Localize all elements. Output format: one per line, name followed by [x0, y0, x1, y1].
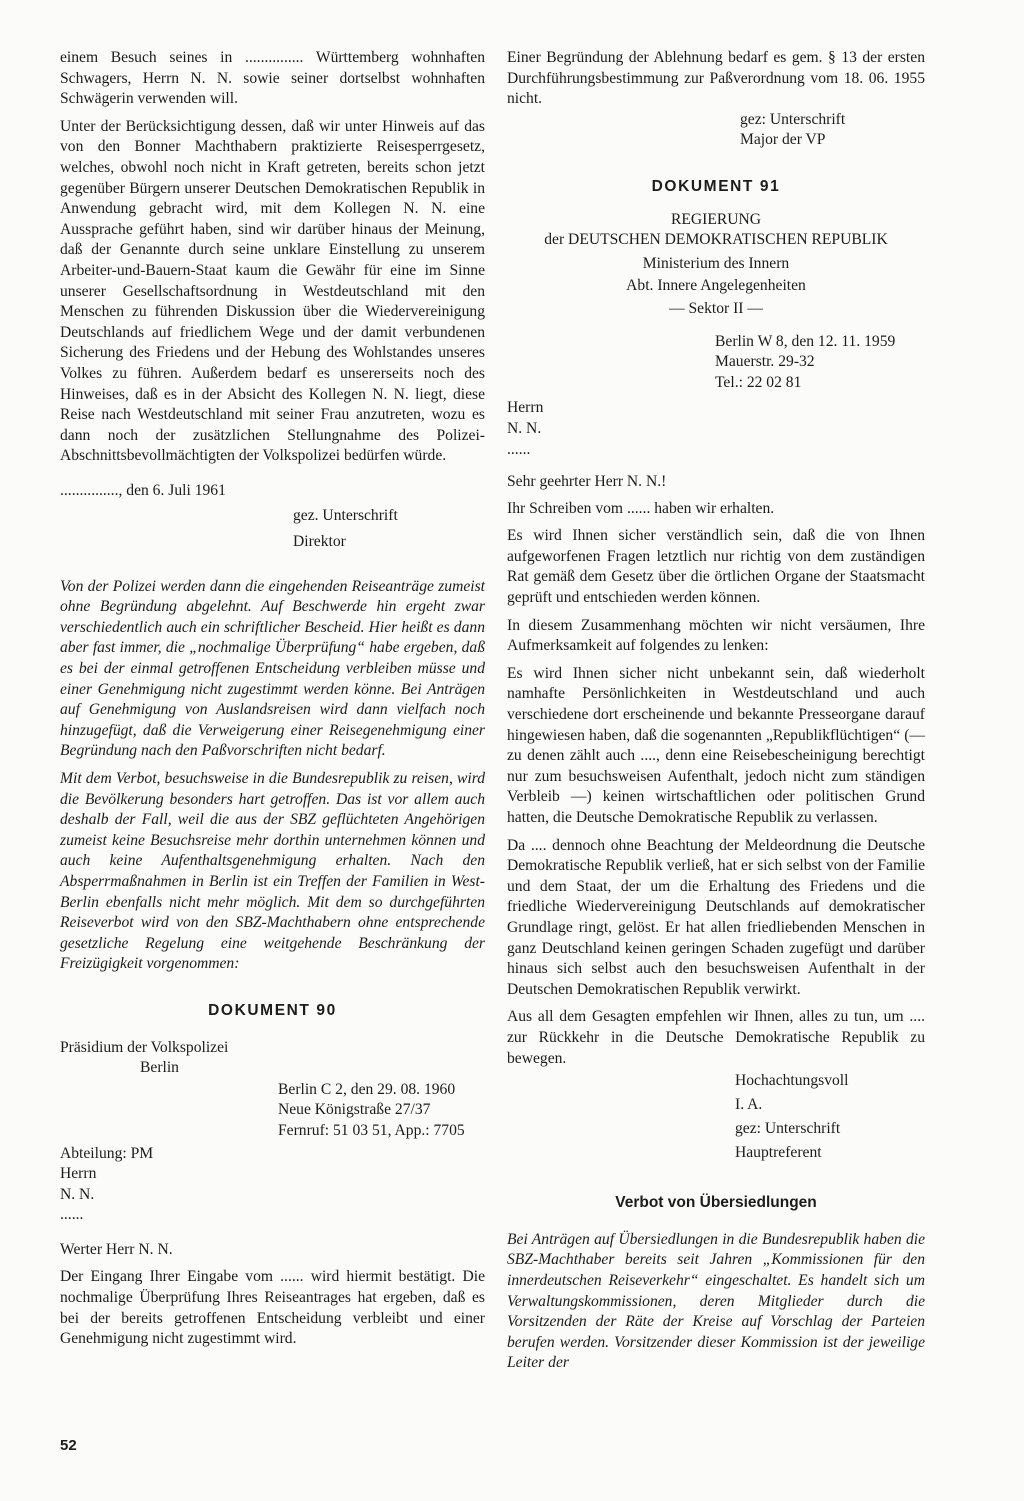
- left-column: [60, 48, 485, 1357]
- right-signature-title: Major der VP: [740, 131, 826, 149]
- doc91-address-line-3: Tel.: 22 02 81: [715, 373, 802, 391]
- doc90-sender-line-2: Berlin: [140, 1059, 179, 1077]
- doc91-dots: ......: [507, 440, 531, 458]
- doc91-herrn: Herrn: [507, 399, 544, 417]
- left-italic-paragraph-2: Mit dem Verbot, besuchsweise in die Bundesrepublik zu reisen, wird die Bevölkerung besonders hart getroffen. Das ist vor allem auch deshalb der Fall, weil die aus der SBZ geflüchteten Angehörigen zumeist keine Besuchsreise mehr dorthin unternehmen können und auch keine Aufenthaltsgenehmigung erhalten. Nach den Absperrmaßnahmen in Berlin ist ein Treffen der Familien in West-Berlin ebenfalls nicht mehr möglich. Mit dem so durchgeführten Reiseverbot wird von den SBZ-Machthabern ohne entsprechende gesetzliche Regelung eine weitgehende Beschränkung der Freizügigkeit vorgenommen:: [60, 770, 485, 973]
- section-heading: Verbot von Übersiedlungen: [615, 1194, 817, 1212]
- doc91-body-2: Es wird Ihnen sicher verständlich sein, daß die von Ihnen aufgeworfenen Fragen letztlich nur richtig von dem zuständigen Rat gemäß dem Gesetz über die örtlichen Organe der Staatsmacht geprüft und entschieden werden können.: [507, 527, 925, 607]
- left-italic-paragraph-1: Von der Polizei werden dann die eingehenden Reiseanträge zumeist ohne Begründung abgelehnt. Auf Beschwerde hin ergeht zwar verschiedentlich auch ein schriftlicher Bescheid. Hier heißt es dann aber fast immer, die „nochmalige Überprüfung“ habe ergeben, daß es bei der einmal getroffenen Entscheidung verbleiben müsse und einer Genehmigung nicht zugestimmt werden könne. Bei Anträgen auf Genehmigung von Auslandsreisen wird dann vielfach noch hinzugefügt, daß die Verweigerung einer Reisegenehmigung einer Begründung nach den Paßvorschriften nicht bedarf.: [60, 577, 485, 760]
- doc91-address: [715, 332, 925, 394]
- doc90-sender-line-1: Präsidium der Volkspolizei: [60, 1038, 229, 1056]
- doc91-salutation: Sehr geehrter Herr N. N.!: [507, 473, 667, 491]
- doc91-body-4: Es wird Ihnen sicher nicht unbekannt sein, daß wiederholt namhafte Persönlichkeiten in Westdeutschland und auch verschiedene dort erscheinende und bekannte Presseorgane darauf hingewiesen haben, daß die sogenannten „Republikflüchtigen“ (— zu denen zählt auch ...., denn eine Reisebescheinigung berechtigt nur zum besuchsweisen Aufenthalt, jedoch nicht zum ständigen Verbleib —) keinen wirtschaftlichen oder politischen Grund hatten, die Deutsche Demokratische Republik zu verlassen.: [507, 664, 925, 826]
- left-signature: gez. Unterschrift: [293, 507, 398, 525]
- doc91-letterhead: [507, 210, 925, 320]
- dokument-91-heading: DOKUMENT 91: [651, 177, 781, 195]
- doc91-closing: [735, 1069, 925, 1165]
- doc91-closing-line-2: I. A.: [735, 1096, 763, 1114]
- doc91-body-1: Ihr Schreiben vom ...... haben wir erhalten.: [507, 499, 775, 517]
- doc91-body-6: Aus all dem Gesagten empfehlen wir Ihnen, alles zu tun, um .... zur Rückkehr in die Deutsche Demokratische Republik zu bewegen.: [507, 1008, 925, 1067]
- doc91-address-line-2: Mauerstr. 29-32: [715, 353, 815, 371]
- doc91-closing-line-3: gez: Unterschrift: [735, 1120, 841, 1138]
- doc90-address: [278, 1080, 485, 1142]
- doc90-address-line-2: Neue Königstraße 27/37: [278, 1101, 431, 1119]
- doc90-herrn: Herrn: [60, 1165, 97, 1183]
- left-paragraph-2: Unter der Berücksichtigung dessen, daß wir unter Hinweis auf das von den Bonner Machthabern praktizierte Reisesperrgesetz, welches, obwohl noch nicht in Kraft getreten, bereits schon jetzt gegenüber Bürgern unserer Deutschen Demokratischen Republik in Anwendung gebracht wird, mit dem Kollegen N. N. eine Aussprache geführt haben, sind wir darüber hinaus der Meinung, daß der Genannte durch seine unklare Einstellung zu unserem Arbeiter-und-Bauern-Staat kaum die Gewähr für eine im Sinne unserer Gesellschaftsordnung in Westdeutschland mit den Menschen zu führenden Diskussion über die Wiedervereinigung Deutschlands auf friedlichem Wege und der damit verbundenen Sicherung des Friedens und der Hebung des Wohlstandes unseres Volkes zu führen. Außerdem bedarf es unsererseits noch des Hinweises, daß es in der Absicht des Kollegen N. N. liegt, diese Reise nach Westdeutschland mit seiner Frau anzutreten, wozu es dann noch der zusätzlichen Stellungnahme des Polizei-Abschnittsbevollmächtigten der Volkspolizei bedürfen würde.: [60, 117, 485, 465]
- doc91-letterhead-line-4: Abt. Innere Angelegenheiten: [626, 277, 806, 295]
- doc91-letterhead-line-1: REGIERUNG: [670, 210, 762, 228]
- left-signature-title: Direktor: [293, 533, 346, 551]
- doc91-letterhead-line-5: — Sektor II —: [669, 299, 763, 317]
- doc90-address-line-1: Berlin C 2, den 29. 08. 1960: [278, 1080, 456, 1098]
- left-paragraph-1: einem Besuch seines in ............... Württemberg wohnhaften Schwagers, Herrn N. N. sowie seiner dortselbst wohnhaften Schwägerin verwenden will.: [60, 49, 485, 108]
- doc90-dots: ......: [60, 1206, 84, 1224]
- doc90-department: Abteilung: PM: [60, 1144, 154, 1162]
- doc91-body-5: Da .... dennoch ohne Beachtung der Meldeordnung die Deutsche Demokratische Republik verließ, hat er sich selbst von der Familie und dem Staat, der um die Erhaltung des Friedens und die friedliche Wiedervereinigung Deutschlands auf demokratischer Grundlage ringt, gelöst. Er hat allen friedliebenden Menschen in ganz Deutschland keinen geringen Schaden zugefügt und darüber hinaus sich selbst auch den besuchsweisen Aufenthalt in der Deutschen Demokratischen Republik verwirkt.: [507, 836, 925, 998]
- doc91-recipient: [507, 398, 925, 460]
- right-paragraph-1: Einer Begründung der Ablehnung bedarf es gem. § 13 der ersten Durchführungsbestimmung zur Paßverordnung vom 18. 06. 1955 nicht.: [507, 49, 925, 108]
- dokument-90-heading: DOKUMENT 90: [208, 1001, 337, 1019]
- doc91-letterhead-line-3: Ministerium des Innern: [642, 254, 790, 272]
- doc91-letterhead-line-2: der DEUTSCHEN DEMOKRATISCHEN REPUBLIK: [544, 231, 888, 249]
- doc90-address-line-3: Fernruf: 51 03 51, App.: 7705: [278, 1121, 465, 1139]
- doc90-sender: [60, 1038, 485, 1079]
- right-signature: gez: Unterschrift: [740, 110, 846, 128]
- left-date-line: ..............., den 6. Juli 1961: [60, 481, 226, 499]
- doc91-closing-line-4: Hauptreferent: [735, 1144, 822, 1162]
- doc91-closing-line-1: Hochachtungsvoll: [735, 1072, 849, 1090]
- doc90-name: N. N.: [60, 1185, 95, 1203]
- doc90-salutation: Werter Herr N. N.: [60, 1240, 173, 1258]
- right-column: [507, 48, 925, 1381]
- doc91-address-line-1: Berlin W 8, den 12. 11. 1959: [715, 332, 896, 350]
- right-italic-paragraph: Bei Anträgen auf Übersiedlungen in die Bundesrepublik haben die SBZ-Machthaber bereits seit Jahren „Kommissionen für den innerdeutschen Reiseverkehr“ eingeschaltet. Es handelt sich um Verwaltungskommissionen, deren Mitglieder durch die Vorsitzenden der Räte der Kreise auf Vorschlag der Parteien berufen werden. Vorsitzender dieser Kommission ist der jeweilige Leiter der: [507, 1230, 925, 1372]
- doc90-recipient: [60, 1144, 485, 1226]
- doc91-body-3: In diesem Zusammenhang möchten wir nicht versäumen, Ihre Aufmerksamkeit auf folgendes zu lenken:: [507, 616, 925, 655]
- doc90-body: Der Eingang Ihrer Eingabe vom ...... wird hiermit bestätigt. Die nochmalige Überprüfung Ihres Reiseantrages hat ergeben, daß es bei der bereits getroffenen Entscheidung verbleibt und einer Genehmigung nicht zugestimmt wird.: [60, 1268, 485, 1348]
- doc91-name: N. N.: [507, 419, 542, 437]
- page-number: 52: [60, 1437, 77, 1454]
